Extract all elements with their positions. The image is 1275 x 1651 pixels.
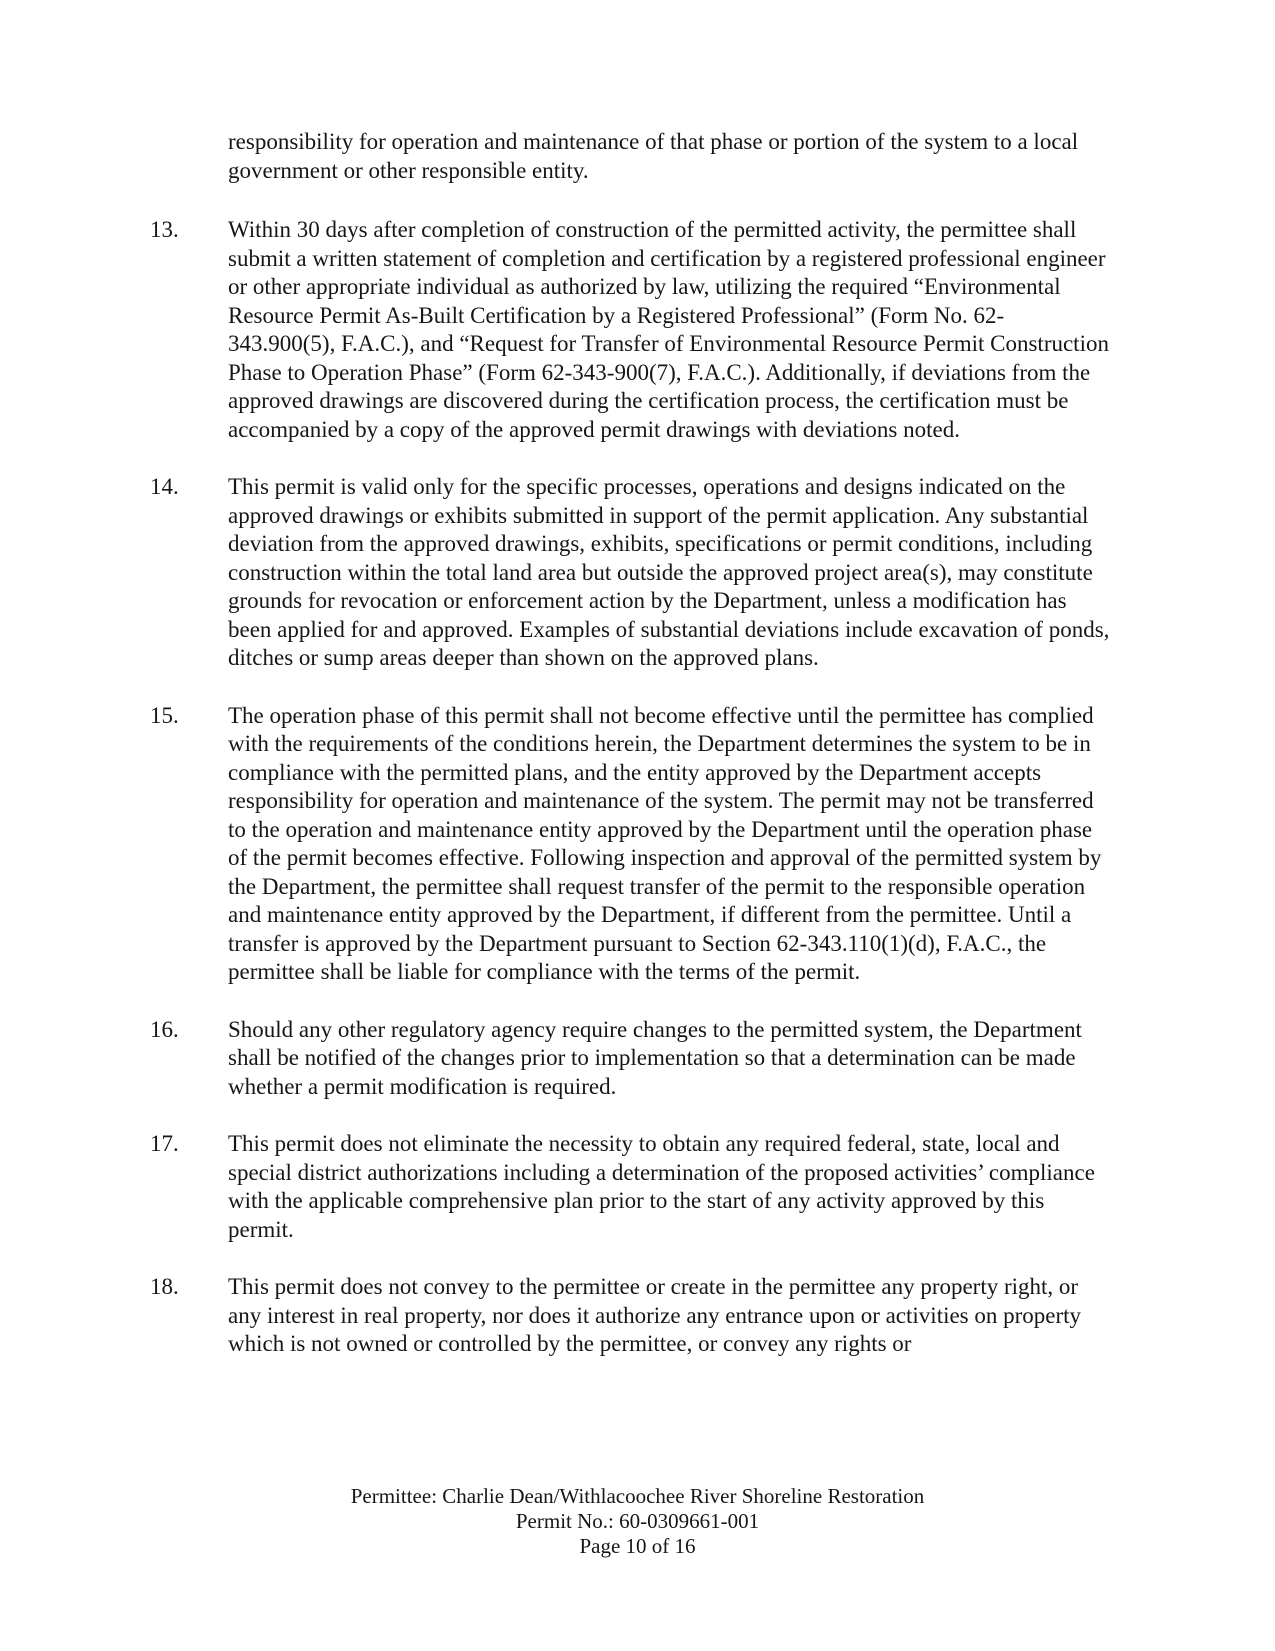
condition-number: 18.: [150, 1274, 179, 1299]
footer-page-number: Page 10 of 16: [579, 1534, 696, 1558]
condition-17: [150, 1130, 1110, 1244]
condition-number: 16.: [150, 1016, 179, 1042]
page-footer: [0, 1484, 1275, 1559]
condition-text: This permit does not convey to the permittee or create in the permittee any property right, or any interest in real property, nor does it authorize any entrance upon or activities on property which is not owned or controlled by the permittee, or convey any rights or: [228, 1274, 1082, 1356]
condition-text: Within 30 days after completion of construction of the permitted activity, the permittee shall submit a written statement of completion and certification by a registered professional engineer or other appropriate individual as authorized by law, utilizing the required “Environmental Resource Permit As-Built Certification by a Registered Professional” (Form No. 62-343.900(5), F.A.C.), and “Request for Transfer of Environmental Resource Permit Construction Phase to Operation Phase” (Form 62-343-900(7), F.A.C.). Additionally, if deviations from the approved drawings are discovered during the certification process, the certification must be accompanied by a copy of the approved permit drawings with deviations noted.: [228, 217, 1109, 442]
condition-text: The operation phase of this permit shall not become effective until the permittee has complied with the requirements of the conditions herein, the Department determines the system to be in compliance with the permitted plans, and the entity approved by the Department accepts responsibility for operation and maintenance of the system. The permit may not be transferred to the operation and maintenance entity approved by the Department until the operation phase of the permit becomes effective. Following inspection and approval of the permitted system by the Department, the permittee shall request transfer of the permit to the responsible operation and maintenance entity approved by the Department, if different from the permittee. Until a transfer is approved by the Department pursuant to Section 62-343.110(1)(d), F.A.C., the permittee shall be liable for compliance with the terms of the permit.: [228, 702, 1102, 984]
condition-15: [150, 702, 1110, 987]
footer-permittee: Permittee: Charlie Dean/Withlacoochee River Shoreline Restoration: [350, 1484, 925, 1508]
conditions-list: [150, 216, 1110, 1388]
condition-14: [150, 473, 1110, 673]
condition-text: This permit is valid only for the specific processes, operations and designs indicated on the approved drawings or exhibits submitted in support of the permit application. Any substantial deviation from the approved drawings, exhibits, specifications or permit conditions, including construction within the total land area but outside the approved project area(s), may constitute grounds for revocation or enforcement action by the Department, unless a modification has been applied for and approved. Examples of substantial deviations include excavation of ponds, ditches or sump areas deeper than shown on the approved plans.: [228, 474, 1110, 670]
condition-number: 14.: [150, 474, 179, 499]
condition-text: This permit does not eliminate the necessity to obtain any required federal, state, local and special district authorizations including a determination of the proposed activities’ compliance with the applicable comprehensive plan prior to the start of any activity approved by this permit.: [228, 1131, 1095, 1242]
continuation-paragraph: responsibility for operation and maintenance of that phase or portion of the system to a local government or other responsible entity.: [228, 129, 1079, 183]
condition-number: 13.: [150, 217, 179, 242]
condition-text: Should any other regulatory agency require changes to the permitted system, the Department shall be notified of the changes prior to implementation so that a determination can be made whether a permit modification is required.: [228, 1016, 1082, 1099]
condition-16: [150, 1016, 1110, 1102]
condition-number: 15.: [150, 702, 179, 728]
footer-permit-number: Permit No.: 60-0309661-001: [515, 1509, 760, 1533]
condition-18: [150, 1273, 1110, 1359]
condition-number: 17.: [150, 1131, 179, 1156]
condition-13: [150, 216, 1110, 444]
